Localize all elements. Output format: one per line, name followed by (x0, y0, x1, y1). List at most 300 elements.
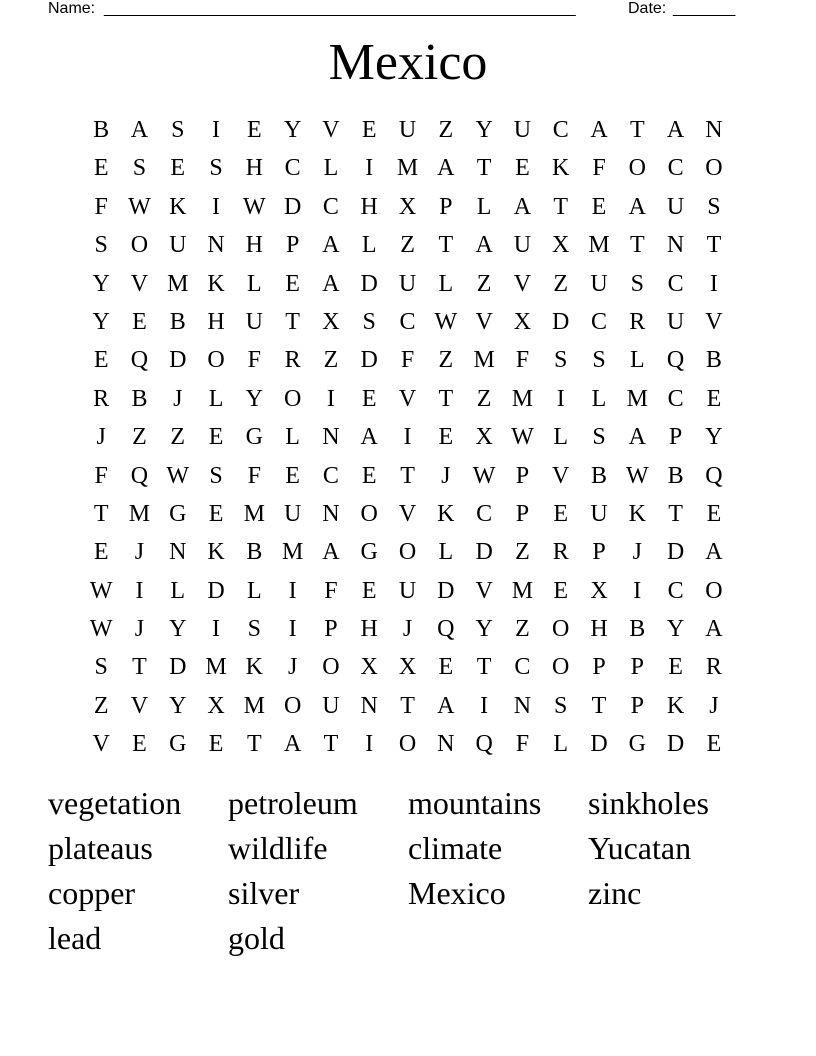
grid-letter: Y (283, 117, 302, 143)
grid-letter: T (400, 462, 415, 489)
grid-letter: J (441, 462, 451, 489)
grid-letter: T (285, 308, 300, 335)
grid-letter: E (170, 155, 186, 182)
grid-letter: T (400, 692, 415, 719)
grid-letter: M (511, 577, 534, 604)
grid-letter: G (169, 500, 187, 527)
grid-letter: A (322, 539, 340, 566)
grid-letter: E (515, 155, 530, 182)
grid-letter: R (284, 347, 301, 374)
grid-letter: A (130, 117, 149, 143)
grid-letter: A (437, 155, 455, 182)
grid-letter: O (207, 347, 225, 374)
grid-letter: X (475, 424, 493, 451)
grid-letter: W (243, 193, 266, 220)
grid-letter: M (511, 385, 534, 412)
grid-letter: A (705, 539, 723, 566)
grid-letter: G (169, 731, 187, 758)
grid-letter: V (398, 385, 417, 412)
grid-letter: N (207, 232, 225, 259)
grid-letter: Y (245, 385, 263, 412)
grid-letter: U (398, 577, 417, 604)
grid-letter: T (591, 692, 607, 719)
grid-letter: M (281, 539, 304, 566)
grid-letter: N (666, 232, 685, 259)
grid-letter: F (247, 462, 262, 489)
grid-letter: O (552, 616, 570, 643)
grid-letter: I (288, 616, 297, 643)
name-blank: _____________________________________________________ (104, 0, 576, 17)
grid-letter: N (322, 424, 340, 451)
grid-letter: K (666, 692, 685, 719)
letter-grid (82, 111, 733, 764)
grid-letter: K (207, 539, 225, 566)
grid-letter: S (94, 654, 108, 681)
grid-letter: G (245, 424, 263, 451)
grid-letter: J (173, 385, 183, 412)
word-list-item: gold (228, 920, 285, 956)
grid-letter: E (93, 347, 109, 374)
grid-letter: M (167, 270, 189, 297)
grid-letter: B (131, 385, 148, 412)
grid-letter: W (434, 308, 458, 335)
grid-letter: T (476, 155, 492, 182)
grid-letter: J (402, 616, 413, 643)
grid-letter: E (706, 385, 722, 412)
grid-letter: Q (705, 462, 723, 489)
grid-letter: L (629, 347, 645, 374)
grid-letter: T (629, 232, 645, 259)
grid-letter: E (208, 500, 224, 527)
page-title: Mexico (328, 34, 488, 91)
grid-letter: E (706, 500, 722, 527)
grid-letter: Z (438, 347, 454, 374)
grid-letter: U (590, 270, 608, 297)
grid-letter: Z (400, 232, 415, 259)
grid-letter: U (590, 500, 608, 527)
grid-letter: S (209, 462, 223, 489)
grid-letter: U (513, 117, 532, 143)
grid-letter: S (554, 692, 568, 719)
grid-row (82, 303, 733, 341)
grid-letter: A (322, 270, 340, 297)
grid-letter: I (633, 577, 642, 604)
grid-letter: V (398, 500, 417, 527)
grid-letter: N (360, 692, 378, 719)
name-label: Name: (48, 0, 96, 17)
grid-letter: T (323, 731, 339, 758)
grid-letter: M (626, 385, 648, 412)
grid-letter: E (132, 731, 147, 758)
grid-letter: I (288, 577, 297, 604)
header-line (48, 0, 740, 20)
grid-letter: I (326, 385, 335, 412)
grid-letter: J (287, 654, 298, 681)
grid-letter: O (360, 500, 378, 527)
grid-letter: J (632, 539, 642, 566)
grid-letter: D (283, 193, 302, 220)
grid-letter: W (472, 462, 496, 489)
word-list-item: petroleum (228, 785, 358, 821)
grid-row (82, 149, 733, 187)
grid-letter: L (247, 577, 262, 604)
grid-letter: I (212, 117, 221, 143)
grid-letter: E (706, 731, 722, 758)
grid-letter: Z (438, 117, 454, 143)
grid-letter: J (134, 616, 145, 643)
grid-letter: P (285, 232, 300, 259)
grid-letter: D (360, 347, 378, 374)
grid-letter: B (705, 347, 722, 374)
grid-letter: V (475, 308, 493, 335)
grid-letter: Y (475, 616, 493, 643)
grid-letter: A (628, 193, 646, 220)
grid-letter: C (322, 462, 339, 489)
word-list-item: Mexico (408, 875, 506, 911)
grid-letter: Y (475, 117, 493, 143)
grid-letter: Z (476, 385, 492, 412)
grid-letter: E (591, 193, 607, 220)
grid-letter: S (592, 424, 606, 451)
grid-letter: O (705, 155, 723, 182)
grid-letter: O (130, 232, 149, 259)
grid-letter: E (93, 155, 109, 182)
grid-row (82, 495, 733, 533)
grid-letter: Q (130, 462, 149, 489)
grid-letter: B (667, 462, 684, 489)
grid-letter: E (553, 500, 569, 527)
grid-letter: T (132, 654, 147, 681)
grid-letter: Z (476, 270, 492, 297)
grid-row (82, 610, 733, 648)
grid-letter: A (360, 424, 378, 451)
grid-letter: H (590, 616, 608, 643)
grid-letter: L (323, 155, 339, 182)
grid-letter: E (361, 385, 377, 412)
grid-letter: I (212, 193, 221, 220)
grid-letter: W (625, 462, 649, 489)
grid-letter: B (591, 462, 608, 489)
grid-letter: U (398, 117, 417, 143)
grid-letter: L (553, 424, 569, 451)
grid-letter: H (207, 308, 225, 335)
grid-letter: J (96, 424, 106, 451)
grid-row (82, 188, 733, 226)
grid-letter: R (93, 385, 110, 412)
grid-letter: U (283, 500, 302, 527)
grid-letter: I (212, 616, 221, 643)
grid-letter: S (362, 308, 376, 335)
grid-letter: Z (93, 692, 109, 719)
grid-letter: X (398, 654, 417, 681)
grid-letter: L (438, 539, 454, 566)
grid-letter: T (438, 385, 454, 412)
grid-letter: I (365, 155, 374, 182)
grid-letter: Q (130, 347, 149, 374)
grid-letter: Y (169, 616, 187, 643)
grid-letter: D (169, 654, 187, 681)
grid-letter: C (399, 308, 416, 335)
grid-letter: Z (553, 270, 569, 297)
grid-letter: V (322, 117, 340, 143)
grid-letter: I (556, 385, 565, 412)
grid-letter: V (92, 731, 110, 758)
grid-letter: C (514, 654, 531, 681)
grid-letter: C (552, 117, 569, 143)
grid-letter: A (437, 692, 455, 719)
grid-letter: O (398, 539, 417, 566)
grid-letter: S (94, 232, 108, 259)
grid-row (82, 687, 733, 725)
grid-letter: P (515, 462, 530, 489)
word-list-item: copper (48, 875, 136, 911)
grid-letter: I (365, 731, 374, 758)
grid-letter: U (666, 193, 685, 220)
grid-letter: T (93, 500, 109, 527)
grid-letter: S (630, 270, 644, 297)
grid-letter: X (360, 654, 378, 681)
grid-letter: N (437, 731, 455, 758)
grid-letter: M (473, 347, 495, 374)
grid-letter: E (247, 117, 262, 143)
grid-letter: N (169, 539, 187, 566)
grid-letter: A (705, 616, 723, 643)
grid-letter: T (438, 232, 454, 259)
grid-letter: C (667, 577, 684, 604)
grid-letter: C (476, 500, 493, 527)
grid-letter: P (592, 539, 606, 566)
word-list-item: vegetation (48, 785, 182, 821)
grid-letter: I (480, 692, 489, 719)
grid-letter: E (361, 462, 377, 489)
grid-letter: G (628, 731, 646, 758)
grid-letter: N (513, 692, 532, 719)
grid-letter: W (128, 193, 151, 220)
grid-letter: Z (515, 539, 530, 566)
word-list-item: mountains (408, 785, 542, 821)
grid-letter: F (324, 577, 338, 604)
grid-letter: L (553, 731, 569, 758)
grid-letter: D (590, 731, 608, 758)
grid-letter: A (628, 424, 646, 451)
grid-letter: E (361, 117, 377, 143)
word-list-item: sinkholes (588, 785, 709, 821)
grid-letter: Y (169, 692, 187, 719)
grid-letter: R (705, 654, 722, 681)
grid-letter: T (476, 654, 492, 681)
grid-letter: W (511, 424, 534, 451)
grid-letter: S (554, 347, 568, 374)
grid-letter: A (590, 117, 608, 143)
grid-letter: F (515, 731, 530, 758)
grid-letter: H (360, 193, 378, 220)
grid-letter: U (169, 232, 187, 259)
grid-letter: X (207, 692, 225, 719)
grid-letter: S (171, 117, 185, 143)
grid-letter: C (322, 193, 339, 220)
word-list-item: zinc (588, 875, 642, 911)
grid-letter: E (361, 577, 377, 604)
grid-letter: E (285, 462, 300, 489)
grid-letter: X (513, 308, 532, 335)
grid-row (82, 418, 733, 456)
grid-letter: C (667, 270, 684, 297)
grid-letter: A (322, 232, 340, 259)
grid-letter: R (629, 308, 646, 335)
grid-letter: Q (437, 616, 455, 643)
word-list-item: lead (48, 920, 102, 956)
grid-letter: L (247, 270, 262, 297)
grid-letter: O (552, 654, 570, 681)
grid-letter: P (668, 424, 683, 451)
grid-letter: P (515, 500, 530, 527)
grid-letter: U (245, 308, 263, 335)
grid-letter: U (666, 308, 685, 335)
grid-letter: D (207, 577, 225, 604)
grid-letter: S (209, 155, 223, 182)
grid-letter: Z (170, 424, 186, 451)
grid-letter: D (666, 539, 685, 566)
grid-letter: Y (705, 424, 723, 451)
grid-letter: D (552, 308, 570, 335)
grid-letter: D (437, 577, 455, 604)
grid-letter: S (592, 347, 606, 374)
grid-letter: H (245, 232, 263, 259)
grid-letter: F (94, 462, 108, 489)
grid-letter: P (439, 193, 453, 220)
grid-letter: Y (666, 616, 685, 643)
grid-letter: X (322, 308, 340, 335)
grid-letter: N (705, 117, 723, 143)
word-list-item: Yucatan (588, 830, 692, 866)
grid-letter: L (285, 424, 300, 451)
grid-letter: F (515, 347, 530, 374)
grid-letter: Q (475, 731, 493, 758)
grid-letter: Z (323, 347, 339, 374)
grid-letter: V (130, 270, 149, 297)
word-list-item: silver (228, 875, 300, 911)
grid-row (82, 533, 733, 571)
grid-letter: K (628, 500, 646, 527)
grid-letter: S (247, 616, 262, 643)
grid-letter: V (475, 577, 493, 604)
grid-letter: L (170, 577, 186, 604)
grid-letter: V (552, 462, 570, 489)
grid-letter: I (709, 270, 718, 297)
grid-letter: K (552, 155, 570, 182)
date-blank: _______ (673, 0, 736, 17)
grid-letter: F (247, 347, 262, 374)
grid-letter: U (322, 692, 340, 719)
grid-letter: E (285, 270, 300, 297)
grid-letter: F (94, 193, 108, 220)
grid-letter: K (245, 654, 263, 681)
grid-row (82, 457, 733, 495)
grid-letter: Z (132, 424, 147, 451)
grid-letter: L (361, 232, 377, 259)
grid-letter: P (324, 616, 338, 643)
grid-letter: D (475, 539, 493, 566)
grid-row (82, 226, 733, 264)
grid-letter: F (400, 347, 415, 374)
grid-letter: S (707, 193, 721, 220)
grid-letter: C (667, 155, 684, 182)
grid-letter: J (134, 539, 145, 566)
grid-letter: K (437, 500, 455, 527)
grid-letter: T (247, 731, 262, 758)
grid-letter: T (706, 232, 722, 259)
grid-letter: X (590, 577, 608, 604)
grid-letter: M (243, 692, 265, 719)
grid-letter: W (89, 577, 113, 604)
grid-letter: X (398, 193, 417, 220)
grid-letter: P (630, 654, 644, 681)
grid-letter: A (666, 117, 685, 143)
grid-letter: O (705, 577, 723, 604)
word-list (48, 781, 768, 961)
grid-letter: L (591, 385, 607, 412)
grid-letter: X (552, 232, 570, 259)
grid-letter: V (513, 270, 532, 297)
grid-letter: L (476, 193, 492, 220)
grid-row (82, 265, 733, 303)
grid-letter: O (322, 654, 340, 681)
grid-letter: D (169, 347, 187, 374)
grid-letter: D (360, 270, 378, 297)
grid-letter: B (629, 616, 646, 643)
grid-letter: E (208, 424, 224, 451)
grid-letter: O (283, 692, 302, 719)
grid-letter: N (322, 500, 340, 527)
grid-letter: C (591, 308, 608, 335)
grid-row (82, 725, 733, 763)
grid-letter: Y (92, 270, 110, 297)
grid-letter: E (553, 577, 569, 604)
grid-letter: E (668, 654, 683, 681)
grid-letter: L (208, 385, 224, 412)
grid-letter: A (283, 731, 302, 758)
grid-letter: Q (666, 347, 685, 374)
grid-letter: E (93, 539, 109, 566)
grid-letter: B (93, 117, 110, 143)
grid-letter: J (709, 692, 719, 719)
grid-letter: V (705, 308, 723, 335)
grid-letter: Z (515, 616, 530, 643)
grid-letter: E (208, 731, 224, 758)
grid-letter: B (169, 308, 186, 335)
grid-letter: K (169, 193, 187, 220)
grid-letter: I (403, 424, 412, 451)
grid-letter: T (629, 117, 645, 143)
grid-letter: W (89, 616, 113, 643)
grid-letter: D (666, 731, 685, 758)
grid-letter: S (132, 155, 147, 182)
grid-letter: O (283, 385, 302, 412)
grid-letter: O (628, 155, 646, 182)
grid-letter: L (438, 270, 454, 297)
word-list-item: plateaus (48, 830, 153, 866)
grid-letter: T (553, 193, 569, 220)
grid-letter: H (245, 155, 263, 182)
grid-row (82, 341, 733, 379)
grid-letter: U (513, 232, 532, 259)
grid-letter: V (130, 692, 149, 719)
word-list-item: climate (408, 830, 503, 866)
grid-letter: U (398, 270, 417, 297)
grid-letter: K (207, 270, 225, 297)
grid-letter: R (552, 539, 569, 566)
grid-letter: T (668, 500, 683, 527)
